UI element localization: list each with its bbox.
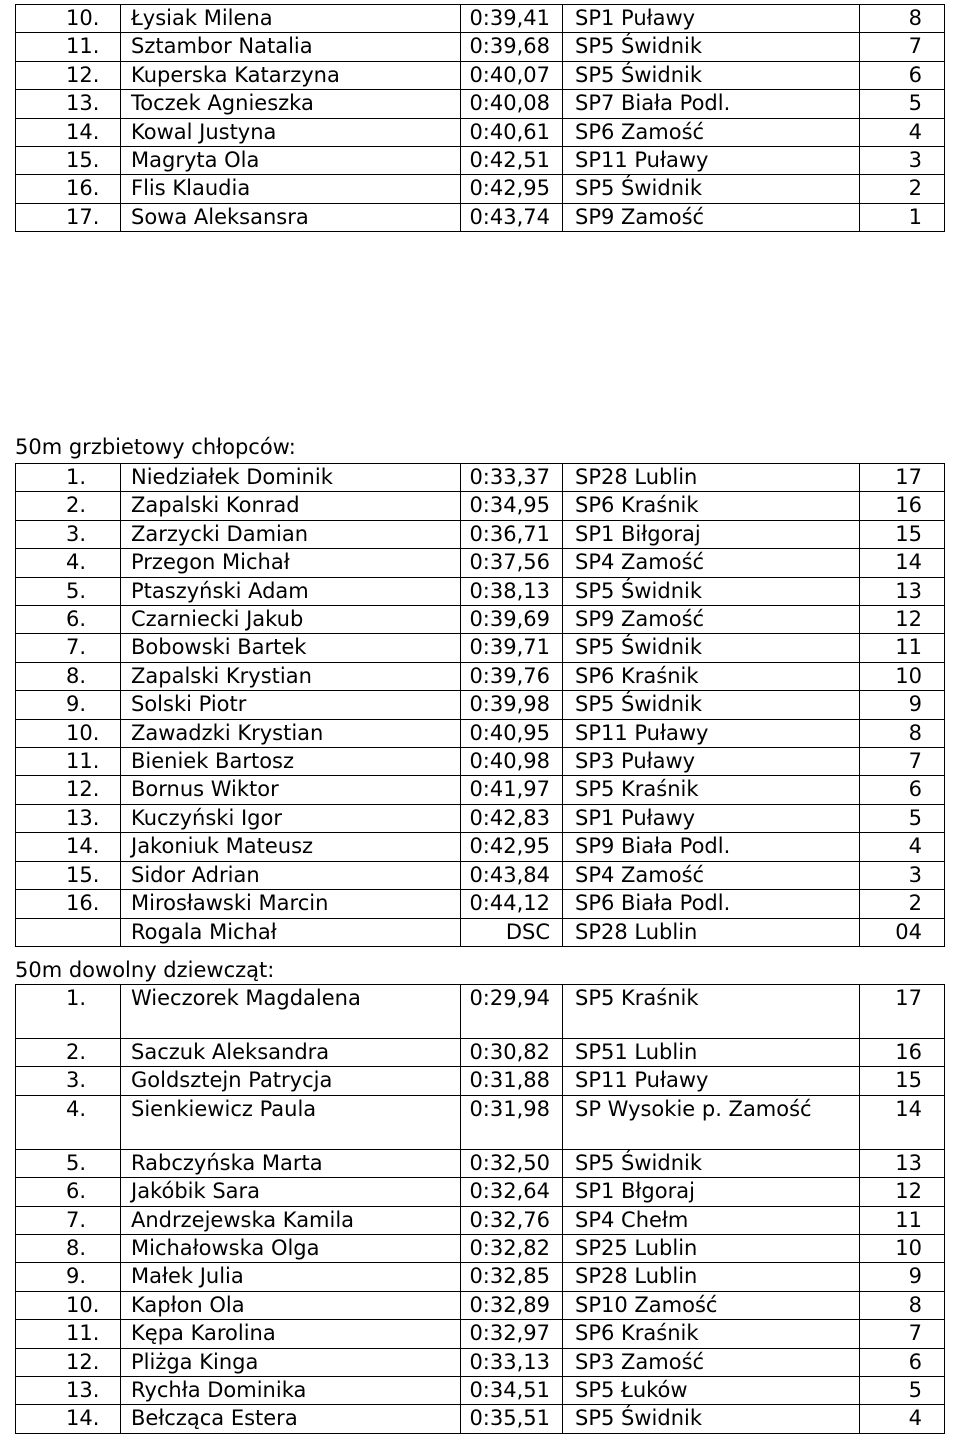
club-cell: SP5 Świdnik: [563, 691, 860, 719]
position-cell: 5.: [16, 577, 121, 605]
time-cell: 0:44,12: [461, 890, 563, 918]
points-cell: 10: [860, 662, 945, 690]
points-cell: 11: [860, 1206, 945, 1234]
table-row: [16, 804, 945, 832]
table-row: [16, 464, 945, 492]
time-cell: 0:40,61: [461, 118, 563, 146]
athlete-name-cell: Bieniek Bartosz: [121, 748, 461, 776]
results-table-boys-backstroke: [15, 463, 945, 947]
section-heading-boys-backstroke: 50m grzbietowy chłopców:: [15, 435, 296, 459]
points-cell: 13: [860, 1149, 945, 1177]
table-row: [16, 1320, 945, 1348]
table-row: [16, 1039, 945, 1067]
athlete-name-cell: Przegon Michał: [121, 549, 461, 577]
athlete-name-cell: Sidor Adrian: [121, 861, 461, 889]
position-cell: 9.: [16, 691, 121, 719]
table-row: [16, 5, 945, 33]
time-cell: 0:35,51: [461, 1405, 563, 1433]
athlete-name-cell: Sztambor Natalia: [121, 33, 461, 61]
club-cell: SP5 Świdnik: [563, 175, 860, 203]
points-cell: 2: [860, 890, 945, 918]
points-cell: 3: [860, 147, 945, 175]
time-cell: 0:32,85: [461, 1263, 563, 1291]
points-cell: 3: [860, 861, 945, 889]
time-cell: 0:32,64: [461, 1178, 563, 1206]
club-cell: SP9 Zamość: [563, 203, 860, 231]
points-cell: 2: [860, 175, 945, 203]
athlete-name-cell: Kuczyński Igor: [121, 804, 461, 832]
time-cell: 0:34,51: [461, 1377, 563, 1405]
athlete-name-cell: Bobowski Bartek: [121, 634, 461, 662]
club-cell: SP6 Kraśnik: [563, 662, 860, 690]
time-cell: 0:37,56: [461, 549, 563, 577]
athlete-name-cell: Saczuk Aleksandra: [121, 1039, 461, 1067]
points-cell: 7: [860, 748, 945, 776]
points-cell: 6: [860, 776, 945, 804]
club-cell: SP6 Kraśnik: [563, 492, 860, 520]
position-cell: 6.: [16, 1178, 121, 1206]
time-cell: 0:32,97: [461, 1320, 563, 1348]
time-cell: 0:42,95: [461, 175, 563, 203]
club-cell: SP10 Zamość: [563, 1291, 860, 1319]
points-cell: 17: [860, 464, 945, 492]
table-row: [16, 634, 945, 662]
position-cell: 2.: [16, 492, 121, 520]
table-row: [16, 520, 945, 548]
athlete-name-cell: Mirosławski Marcin: [121, 890, 461, 918]
points-cell: 4: [860, 1405, 945, 1433]
time-cell: 0:42,83: [461, 804, 563, 832]
athlete-name-cell: Magryta Ola: [121, 147, 461, 175]
athlete-name-cell: Bornus Wiktor: [121, 776, 461, 804]
club-cell: SP5 Świdnik: [563, 577, 860, 605]
points-cell: 13: [860, 577, 945, 605]
club-cell: SP11 Puławy: [563, 1067, 860, 1095]
table-row: [16, 1348, 945, 1376]
position-cell: 8.: [16, 1235, 121, 1263]
athlete-name-cell: Rabczyńska Marta: [121, 1149, 461, 1177]
table-row: [16, 1377, 945, 1405]
points-cell: 9: [860, 1263, 945, 1291]
position-cell: 4.: [16, 1095, 121, 1149]
club-cell: SP1 Błgoraj: [563, 1178, 860, 1206]
table-row: [16, 118, 945, 146]
results-table-girls-backstroke-continued: [15, 4, 945, 232]
points-cell: 15: [860, 520, 945, 548]
club-cell: SP9 Biała Podl.: [563, 833, 860, 861]
points-cell: 04: [860, 918, 945, 946]
position-cell: 13.: [16, 90, 121, 118]
athlete-name-cell: Jakoniuk Mateusz: [121, 833, 461, 861]
time-cell: 0:40,07: [461, 61, 563, 89]
position-cell: 10.: [16, 1291, 121, 1319]
time-cell: 0:33,37: [461, 464, 563, 492]
table-row: [16, 1291, 945, 1319]
table-row: [16, 33, 945, 61]
table-row: [16, 1263, 945, 1291]
position-cell: 7.: [16, 634, 121, 662]
time-cell: 0:30,82: [461, 1039, 563, 1067]
time-cell: DSC: [461, 918, 563, 946]
athlete-name-cell: Sienkiewicz Paula: [121, 1095, 461, 1149]
club-cell: SP7 Biała Podl.: [563, 90, 860, 118]
athlete-name-cell: Michałowska Olga: [121, 1235, 461, 1263]
club-cell: SP3 Zamość: [563, 1348, 860, 1376]
position-cell: 6.: [16, 606, 121, 634]
athlete-name-cell: Niedziałek Dominik: [121, 464, 461, 492]
table-row: [16, 1149, 945, 1177]
club-cell: SP11 Puławy: [563, 147, 860, 175]
time-cell: 0:42,95: [461, 833, 563, 861]
club-cell: SP1 Puławy: [563, 804, 860, 832]
club-cell: SP Wysokie p. Zamość: [563, 1095, 860, 1149]
table-row: [16, 577, 945, 605]
position-cell: 9.: [16, 1263, 121, 1291]
points-cell: 5: [860, 1377, 945, 1405]
position-cell: 7.: [16, 1206, 121, 1234]
position-cell: 14.: [16, 833, 121, 861]
points-cell: 12: [860, 606, 945, 634]
athlete-name-cell: Kowal Justyna: [121, 118, 461, 146]
points-cell: 4: [860, 833, 945, 861]
position-cell: 15.: [16, 861, 121, 889]
club-cell: SP9 Zamość: [563, 606, 860, 634]
athlete-name-cell: Rychła Dominika: [121, 1377, 461, 1405]
position-cell: 17.: [16, 203, 121, 231]
time-cell: 0:29,94: [461, 985, 563, 1039]
time-cell: 0:39,71: [461, 634, 563, 662]
club-cell: SP5 Świdnik: [563, 61, 860, 89]
points-cell: 12: [860, 1178, 945, 1206]
athlete-name-cell: Zarzycki Damian: [121, 520, 461, 548]
points-cell: 16: [860, 1039, 945, 1067]
table-row: [16, 918, 945, 946]
time-cell: 0:40,98: [461, 748, 563, 776]
athlete-name-cell: Ptaszyński Adam: [121, 577, 461, 605]
table-row: [16, 890, 945, 918]
club-cell: SP5 Świdnik: [563, 1149, 860, 1177]
time-cell: 0:41,97: [461, 776, 563, 804]
athlete-name-cell: Flis Klaudia: [121, 175, 461, 203]
table-row: [16, 719, 945, 747]
athlete-name-cell: Bełcząca Estera: [121, 1405, 461, 1433]
position-cell: 14.: [16, 118, 121, 146]
table-row: [16, 606, 945, 634]
time-cell: 0:43,84: [461, 861, 563, 889]
position-cell: 11.: [16, 748, 121, 776]
time-cell: 0:38,13: [461, 577, 563, 605]
position-cell: [16, 918, 121, 946]
table-row: [16, 175, 945, 203]
club-cell: SP28 Lublin: [563, 1263, 860, 1291]
section-heading-girls-freestyle: 50m dowolny dziewcząt:: [15, 958, 275, 982]
position-cell: 13.: [16, 1377, 121, 1405]
position-cell: 12.: [16, 61, 121, 89]
position-cell: 1.: [16, 464, 121, 492]
club-cell: SP28 Lublin: [563, 464, 860, 492]
position-cell: 11.: [16, 33, 121, 61]
position-cell: 2.: [16, 1039, 121, 1067]
position-cell: 12.: [16, 776, 121, 804]
athlete-name-cell: Kuperska Katarzyna: [121, 61, 461, 89]
position-cell: 10.: [16, 5, 121, 33]
athlete-name-cell: Małek Julia: [121, 1263, 461, 1291]
table-row: [16, 1067, 945, 1095]
athlete-name-cell: Wieczorek Magdalena: [121, 985, 461, 1039]
points-cell: 6: [860, 1348, 945, 1376]
time-cell: 0:32,50: [461, 1149, 563, 1177]
points-cell: 14: [860, 549, 945, 577]
position-cell: 15.: [16, 147, 121, 175]
points-cell: 8: [860, 5, 945, 33]
club-cell: SP51 Lublin: [563, 1039, 860, 1067]
time-cell: 0:31,88: [461, 1067, 563, 1095]
time-cell: 0:34,95: [461, 492, 563, 520]
points-cell: 7: [860, 33, 945, 61]
club-cell: SP4 Zamość: [563, 861, 860, 889]
athlete-name-cell: Goldsztejn Patrycja: [121, 1067, 461, 1095]
club-cell: SP5 Świdnik: [563, 634, 860, 662]
points-cell: 8: [860, 719, 945, 747]
time-cell: 0:39,41: [461, 5, 563, 33]
table-row: [16, 748, 945, 776]
position-cell: 4.: [16, 549, 121, 577]
time-cell: 0:39,68: [461, 33, 563, 61]
table-row: [16, 1405, 945, 1433]
club-cell: SP28 Lublin: [563, 918, 860, 946]
athlete-name-cell: Toczek Agnieszka: [121, 90, 461, 118]
time-cell: 0:42,51: [461, 147, 563, 175]
time-cell: 0:31,98: [461, 1095, 563, 1149]
points-cell: 15: [860, 1067, 945, 1095]
time-cell: 0:40,95: [461, 719, 563, 747]
athlete-name-cell: Czarniecki Jakub: [121, 606, 461, 634]
position-cell: 3.: [16, 520, 121, 548]
position-cell: 11.: [16, 1320, 121, 1348]
position-cell: 1.: [16, 985, 121, 1039]
position-cell: 16.: [16, 890, 121, 918]
time-cell: 0:40,08: [461, 90, 563, 118]
table-row: [16, 61, 945, 89]
points-cell: 10: [860, 1235, 945, 1263]
position-cell: 8.: [16, 662, 121, 690]
club-cell: SP6 Kraśnik: [563, 1320, 860, 1348]
table-row: [16, 549, 945, 577]
club-cell: SP5 Łuków: [563, 1377, 860, 1405]
points-cell: 9: [860, 691, 945, 719]
club-cell: SP5 Kraśnik: [563, 776, 860, 804]
time-cell: 0:32,82: [461, 1235, 563, 1263]
table-row: [16, 691, 945, 719]
table-row: [16, 985, 945, 1039]
table-row: [16, 1095, 945, 1149]
table-row: [16, 90, 945, 118]
athlete-name-cell: Zawadzki Krystian: [121, 719, 461, 747]
points-cell: 17: [860, 985, 945, 1039]
position-cell: 10.: [16, 719, 121, 747]
athlete-name-cell: Zapalski Krystian: [121, 662, 461, 690]
athlete-name-cell: Pliżga Kinga: [121, 1348, 461, 1376]
points-cell: 16: [860, 492, 945, 520]
points-cell: 7: [860, 1320, 945, 1348]
club-cell: SP4 Chełm: [563, 1206, 860, 1234]
club-cell: SP6 Zamość: [563, 118, 860, 146]
points-cell: 6: [860, 61, 945, 89]
club-cell: SP25 Lublin: [563, 1235, 860, 1263]
position-cell: 3.: [16, 1067, 121, 1095]
points-cell: 5: [860, 90, 945, 118]
position-cell: 5.: [16, 1149, 121, 1177]
table-row: [16, 776, 945, 804]
club-cell: SP5 Kraśnik: [563, 985, 860, 1039]
points-cell: 1: [860, 203, 945, 231]
club-cell: SP11 Puławy: [563, 719, 860, 747]
club-cell: SP6 Biała Podl.: [563, 890, 860, 918]
points-cell: 5: [860, 804, 945, 832]
athlete-name-cell: Jakóbik Sara: [121, 1178, 461, 1206]
table-row: [16, 662, 945, 690]
table-row: [16, 1178, 945, 1206]
time-cell: 0:32,89: [461, 1291, 563, 1319]
position-cell: 13.: [16, 804, 121, 832]
position-cell: 16.: [16, 175, 121, 203]
time-cell: 0:36,71: [461, 520, 563, 548]
points-cell: 14: [860, 1095, 945, 1149]
points-cell: 8: [860, 1291, 945, 1319]
athlete-name-cell: Kapłon Ola: [121, 1291, 461, 1319]
points-cell: 4: [860, 118, 945, 146]
position-cell: 14.: [16, 1405, 121, 1433]
table-row: [16, 203, 945, 231]
athlete-name-cell: Rogala Michał: [121, 918, 461, 946]
athlete-name-cell: Andrzejewska Kamila: [121, 1206, 461, 1234]
club-cell: SP3 Puławy: [563, 748, 860, 776]
athlete-name-cell: Solski Piotr: [121, 691, 461, 719]
time-cell: 0:39,98: [461, 691, 563, 719]
table-row: [16, 861, 945, 889]
club-cell: SP5 Świdnik: [563, 33, 860, 61]
athlete-name-cell: Sowa Aleksansra: [121, 203, 461, 231]
club-cell: SP5 Świdnik: [563, 1405, 860, 1433]
position-cell: 12.: [16, 1348, 121, 1376]
results-table-girls-freestyle: [15, 984, 945, 1434]
athlete-name-cell: Zapalski Konrad: [121, 492, 461, 520]
club-cell: SP1 Biłgoraj: [563, 520, 860, 548]
time-cell: 0:43,74: [461, 203, 563, 231]
time-cell: 0:39,76: [461, 662, 563, 690]
club-cell: SP4 Zamość: [563, 549, 860, 577]
table-row: [16, 1206, 945, 1234]
time-cell: 0:33,13: [461, 1348, 563, 1376]
athlete-name-cell: Kępa Karolina: [121, 1320, 461, 1348]
athlete-name-cell: Łysiak Milena: [121, 5, 461, 33]
time-cell: 0:32,76: [461, 1206, 563, 1234]
table-row: [16, 492, 945, 520]
table-row: [16, 1235, 945, 1263]
table-row: [16, 147, 945, 175]
table-row: [16, 833, 945, 861]
points-cell: 11: [860, 634, 945, 662]
time-cell: 0:39,69: [461, 606, 563, 634]
club-cell: SP1 Puławy: [563, 5, 860, 33]
